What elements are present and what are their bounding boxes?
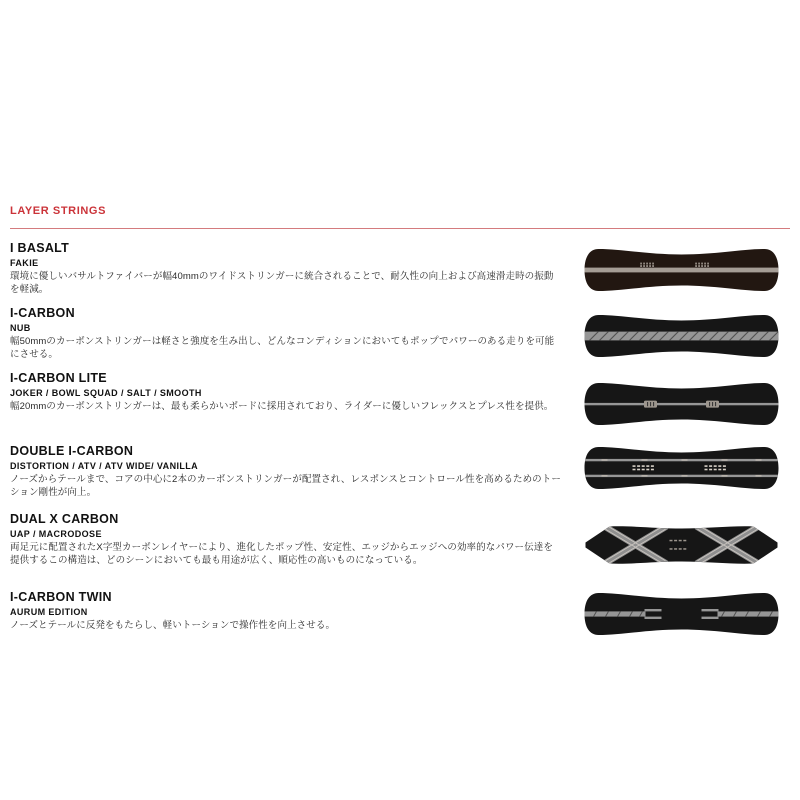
layer-section-i-basalt <box>10 241 562 296</box>
layer-section-dual-x-carbon <box>10 512 562 567</box>
board-dual-x-icon <box>583 523 780 567</box>
section-description: 幅50mmのカーボンストリンガーは軽さと強度を生み出し、どんなコンディションにおいてもポップでパワーのある走りを可能にさせる。 <box>10 336 555 360</box>
header-divider <box>10 228 790 229</box>
board-wide-hatched-stripe-icon <box>583 314 780 358</box>
thin-stringer-stripe <box>584 403 780 405</box>
board-outline <box>585 447 779 489</box>
insert-pad-front <box>644 401 657 408</box>
section-models: AURUM EDITION <box>10 607 88 617</box>
board-double-stripe-icon <box>583 446 780 490</box>
section-models: FAKIE <box>10 258 39 268</box>
section-description: 幅20mmのカーボンストリンガーは、最も柔らかいボードに採用されており、ライダーに優しいフレックスとプレス性を提供。 <box>10 401 554 412</box>
layer-section-i-carbon <box>10 306 562 361</box>
section-description: 環境に優しいバサルトファイバーが幅40mmのワイドストリンガーに統合されることで、耐久性の向上および高速滑走時の振動を軽減。 <box>10 271 554 295</box>
section-description: ノーズとテールに反発をもたらし、軽いトーションで操作性を向上させる。 <box>10 620 336 631</box>
section-title: I-CARBON <box>10 306 75 320</box>
section-title: DUAL X CARBON <box>10 512 119 526</box>
section-title: I-CARBON TWIN <box>10 590 112 604</box>
section-title: I-CARBON LITE <box>10 371 107 385</box>
section-models: DISTORTION / ATV / ATV WIDE/ VANILLA <box>10 461 199 471</box>
board-twin-tip-stripes-icon <box>583 592 780 636</box>
section-description: ノーズからテールまで、コアの中心に2本のカーボンストリンガーが配置され、レスポンスとコントロール性を高めるためのトーション剛性が向上。 <box>10 474 561 498</box>
section-title: DOUBLE I-CARBON <box>10 444 134 458</box>
page-title: LAYER STRINGS <box>10 205 107 217</box>
wide-stringer-stripe <box>584 268 780 273</box>
section-models: UAP / MACRODOSE <box>10 529 102 539</box>
section-title: I BASALT <box>10 241 70 255</box>
insert-pad-rear <box>706 401 719 408</box>
section-models: JOKER / BOWL SQUAD / SALT / SMOOTH <box>10 388 202 398</box>
board-thin-stripe-icon <box>583 382 780 426</box>
layer-section-i-carbon-twin <box>10 590 562 633</box>
carbon-stringer-graphics <box>584 332 780 341</box>
board-single-wide-stripe-icon <box>583 248 780 292</box>
section-models: NUB <box>10 323 31 333</box>
layer-section-double-i-carbon <box>10 444 562 499</box>
section-description: 両足元に配置されたX字型カーボンレイヤーにより、進化したポップ性、安定性、エッジからエッジへの効率的なパワー伝達を提供するこの構造は、どのシーンにおいても最も用途が広く、順応性の高いものになっている。 <box>10 542 553 566</box>
layer-section-i-carbon-lite <box>10 371 562 414</box>
